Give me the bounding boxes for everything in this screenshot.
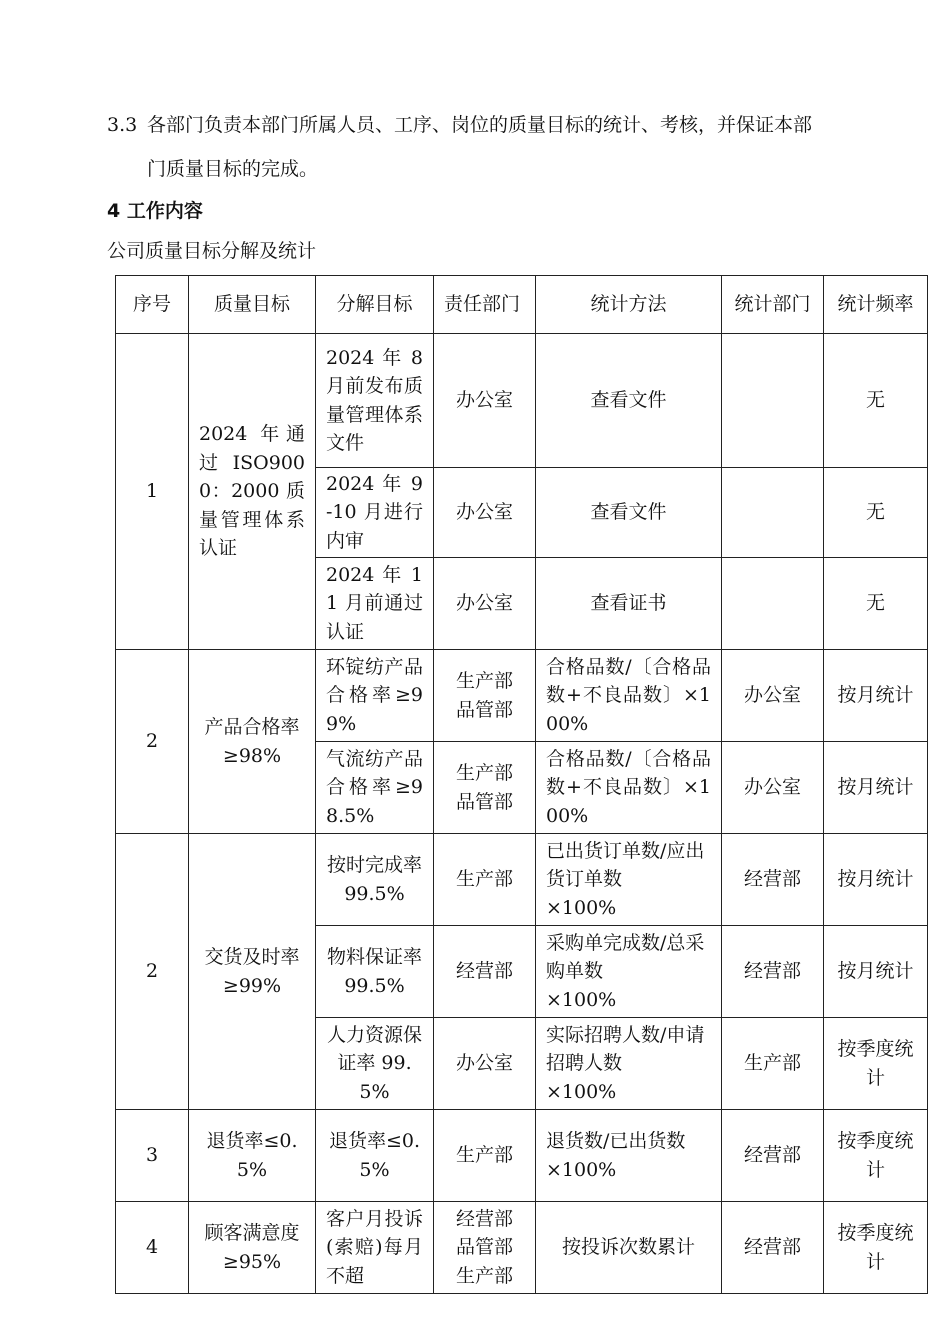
stat-method: 实际招聘人数/申请招聘人数 ×100%: [536, 1018, 722, 1110]
stat-method: 合格品数/〔合格品数+不良品数〕×100%: [536, 650, 722, 742]
responsible-dept: 办公室: [434, 558, 536, 650]
sub-goal: 环锭纺产品合格率≥99%: [316, 650, 434, 742]
quality-goal: 产品合格率≥98%: [189, 650, 316, 834]
header-cell: 序号: [116, 276, 189, 334]
stat-method: 已出货订单数/应出货订单数 ×100%: [536, 834, 722, 926]
stat-frequency: 按月统计: [824, 926, 928, 1018]
stat-frequency: 按季度统计: [824, 1202, 928, 1294]
sub-goal: 人力资源保证率 99.5%: [316, 1018, 434, 1110]
stat-frequency: 按月统计: [824, 834, 928, 926]
responsible-dept: 办公室: [434, 334, 536, 468]
sub-goal: 按时完成率 99.5%: [316, 834, 434, 926]
section-number: 3.3: [107, 114, 138, 136]
header-cell: 统计方法: [536, 276, 722, 334]
stat-dept: 经营部: [722, 1110, 824, 1202]
stat-frequency: 按季度统计: [824, 1110, 928, 1202]
header-cell: 分解目标: [316, 276, 434, 334]
stat-method: 合格品数/〔合格品数+不良品数〕×100%: [536, 742, 722, 834]
quality-goal: 顾客满意度≥95%: [189, 1202, 316, 1294]
stat-dept: 生产部: [722, 1018, 824, 1110]
sub-goal: 2024 年 11 月前通过认证: [316, 558, 434, 650]
table-row: [116, 1110, 928, 1202]
responsible-dept: 生产部 品管部: [434, 742, 536, 834]
stat-dept: 经营部: [722, 1202, 824, 1294]
stat-dept: 经营部: [722, 926, 824, 1018]
stat-dept: 办公室: [722, 650, 824, 742]
table-row: [116, 834, 928, 926]
sub-goal: 退货率≤0.5%: [316, 1110, 434, 1202]
stat-method: 采购单完成数/总采购单数 ×100%: [536, 926, 722, 1018]
responsible-dept: 办公室: [434, 468, 536, 558]
quality-goals-table: [115, 275, 928, 1294]
sub-goal: 气流纺产品合格率≥98.5%: [316, 742, 434, 834]
stat-frequency: 按月统计: [824, 742, 928, 834]
responsible-dept: 经营部 品管部 生产部: [434, 1202, 536, 1294]
table-header-row: [116, 276, 928, 334]
stat-method: 查看证书: [536, 558, 722, 650]
stat-frequency: 无: [824, 468, 928, 558]
quality-goal: 2024 年通过 ISO9000：2000 质量管理体系认证: [189, 334, 316, 650]
quality-goal: 退货率≤0.5%: [189, 1110, 316, 1202]
header-cell: 质量目标: [189, 276, 316, 334]
row-number: 2: [116, 834, 189, 1110]
responsible-dept: 生产部 品管部: [434, 650, 536, 742]
section-3-3-line2: 门质量目标的完成。: [147, 158, 319, 180]
responsible-dept: 办公室: [434, 1018, 536, 1110]
stat-dept: 经营部: [722, 834, 824, 926]
section-3-3-line1: [107, 107, 812, 143]
quality-goal: 交货及时率≥99%: [189, 834, 316, 1110]
stat-method: 按投诉次数累计: [536, 1202, 722, 1294]
responsible-dept: 生产部: [434, 834, 536, 926]
header-cell: 统计频率: [824, 276, 928, 334]
table-row: [116, 650, 928, 742]
row-number: 1: [116, 334, 189, 650]
header-cell: 责任部门: [434, 276, 536, 334]
table-row: [116, 334, 928, 468]
row-number: 3: [116, 1110, 189, 1202]
sub-goal: 2024 年 8 月前发布质量管理体系文件: [316, 334, 434, 468]
stat-dept: 办公室: [722, 742, 824, 834]
stat-dept: [722, 558, 824, 650]
stat-dept: [722, 334, 824, 468]
stat-method: 查看文件: [536, 468, 722, 558]
stat-frequency: 无: [824, 558, 928, 650]
stat-frequency: 按月统计: [824, 650, 928, 742]
sub-goal: 2024 年 9-10 月进行内审: [316, 468, 434, 558]
sub-goal: 客户月投诉(索赔)每月不超: [316, 1202, 434, 1294]
row-number: 2: [116, 650, 189, 834]
table-caption: 公司质量目标分解及统计: [107, 240, 317, 262]
stat-method: 查看文件: [536, 334, 722, 468]
responsible-dept: 经营部: [434, 926, 536, 1018]
stat-frequency: 无: [824, 334, 928, 468]
row-number: 4: [116, 1202, 189, 1294]
section-3-3-text: 各部门负责本部门所属人员、工序、岗位的质量目标的统计、考核，并保证本部: [147, 114, 813, 136]
header-cell: 统计部门: [722, 276, 824, 334]
sub-goal: 物料保证率 99.5%: [316, 926, 434, 1018]
responsible-dept: 生产部: [434, 1110, 536, 1202]
stat-method: 退货数/已出货数 ×100%: [536, 1110, 722, 1202]
table-row: [116, 1202, 928, 1294]
stat-dept: [722, 468, 824, 558]
stat-frequency: 按季度统计: [824, 1018, 928, 1110]
section-4-heading: 4 工作内容: [107, 200, 203, 222]
